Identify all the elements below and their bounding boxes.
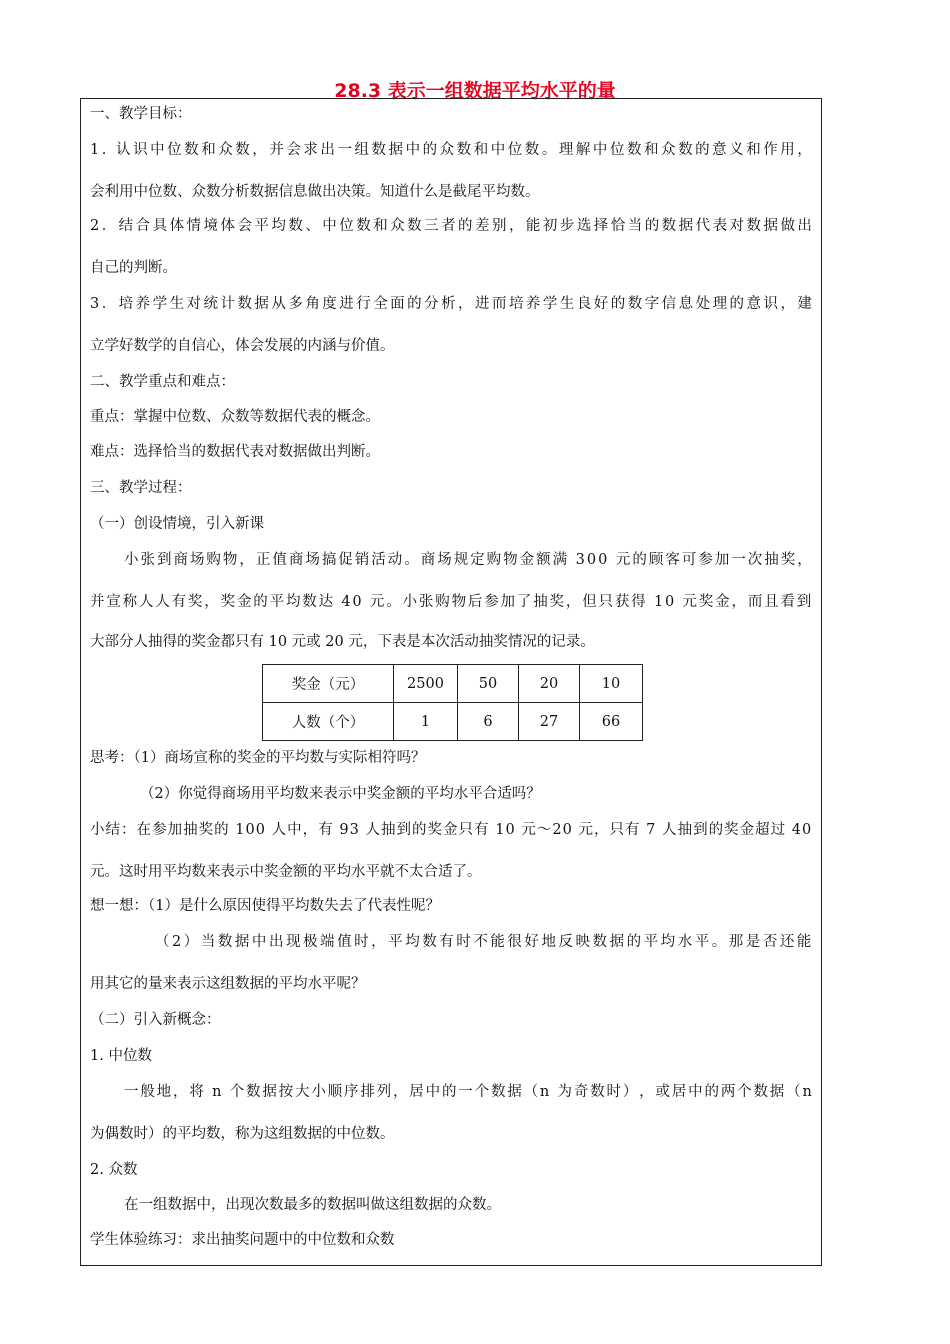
table-cell: 66 (580, 703, 643, 741)
table-cell: 奖金（元） (263, 665, 394, 703)
text-line: 大部分人抽得的奖金都只有 10 元或 20 元，下表是本次活动抽奖情况的记录。 (90, 634, 595, 650)
table-cell: 1 (394, 703, 458, 741)
text-line: 自己的判断。 (90, 260, 177, 276)
section-heading: 二、教学重点和难点： (90, 374, 235, 390)
table-row (263, 665, 643, 703)
text-line: 立学好数学的自信心，体会发展的内涵与价值。 (90, 338, 395, 354)
table-cell: 人数（个） (263, 703, 394, 741)
table-cell: 27 (519, 703, 580, 741)
table-cell: 2500 (394, 665, 458, 703)
text-line: （ 2 ） 当 数 据 中 出 现 极 端 值 时 ， 平 均 数 有 时 不 能 很 好 地 反 映 数 据 的 平 均 水 平 。 那 是 否 还 能 (155, 934, 812, 950)
table-cell: 20 (519, 665, 580, 703)
text-line: 小 结 ： 在 参 加 抽 奖 的 1 0 0 人 中 ， 有 9 3 人 抽 到 的 奖 金 只 有 1 0 元 ～ 2 0 元 ， 只 有 7 人 抽 到 的 奖 金 超 过 4 0 (90, 822, 812, 838)
text-line: 一、教学目标： (90, 106, 192, 122)
concept-heading: 1. 中位数 (90, 1048, 152, 1064)
page-title: 28.3 表示一组数据平均水平的量 (334, 80, 616, 102)
text-line: 一 般 地 ， 将 n 个 数 据 按 大 小 顺 序 排 列 ， 居 中 的 一 个 数 据 （ n 为 奇 数 时 ） ， 或 居 中 的 两 个 数 据 （ n (124, 1084, 812, 1100)
text-line: 2 ． 结 合 具 体 情 境 体 会 平 均 数 、 中 位 数 和 众 数 三 者 的 差 别 ， 能 初 步 选 择 恰 当 的 数 据 代 表 对 数 据 做 出 (90, 218, 812, 234)
text-line: 小 张 到 商 场 购 物 ， 正 值 商 场 搞 促 销 活 动 。 商 场 规 定 购 物 金 额 满 3 0 0 元 的 顾 客 可 参 加 一 次 抽 奖 ， (124, 552, 812, 568)
text-line: 难点：选择恰当的数据代表对数据做出判断。 (90, 444, 380, 460)
subsection-heading: （一）创设情境，引入新课 (90, 516, 264, 532)
table-cell: 10 (580, 665, 643, 703)
text-line: 重点：掌握中位数、众数等数据代表的概念。 (90, 409, 380, 425)
text-line: 用其它的量来表示这组数据的平均水平呢？ (90, 976, 366, 992)
text-line: 为偶数时）的平均数，称为这组数据的中位数。 (90, 1126, 395, 1142)
concept-heading: 2. 众数 (90, 1162, 138, 1178)
text-line: 元。这时用平均数来表示中奖金额的平均水平就不太合适了。 (90, 864, 482, 880)
text-line: 学生体验练习：求出抽奖问题中的中位数和众数 (90, 1232, 395, 1248)
table-cell: 50 (458, 665, 519, 703)
text-line: 并 宣 称 人 人 有 奖 ， 奖 金 的 平 均 数 达 4 0 元 。 小 张 购 物 后 参 加 了 抽 奖 ， 但 只 获 得 1 0 元 奖 金 ， 而 且 看 到 (90, 594, 812, 610)
subsection-heading: （二）引入新概念： (90, 1012, 221, 1028)
text-line: 1 . 认 识 中 位 数 和 众 数 ， 并 会 求 出 一 组 数 据 中 的 众 数 和 中 位 数 。 理 解 中 位 数 和 众 数 的 意 义 和 作 用 ， (90, 142, 812, 158)
table-row (263, 703, 643, 741)
text-line: 3 ． 培 养 学 生 对 统 计 数 据 从 多 角 度 进 行 全 面 的 分 析 ， 进 而 培 养 学 生 良 好 的 数 字 信 息 处 理 的 意 识 ， 建 (90, 296, 812, 312)
table-cell: 6 (458, 703, 519, 741)
text-line: 思考：（1）商场宣称的奖金的平均数与实际相符吗？ (90, 750, 426, 766)
prize-table (262, 664, 643, 741)
text-line: 会利用中位数、众数分析数据信息做出决策。知道什么是截尾平均数。 (90, 184, 540, 200)
section-heading: 三、教学过程： (90, 480, 192, 496)
text-line: 在一组数据中，出现次数最多的数据叫做这组数据的众数。 (124, 1197, 501, 1213)
text-line: 想一想：（1）是什么原因使得平均数失去了代表性呢？ (90, 898, 440, 914)
text-line: （2）你觉得商场用平均数来表示中奖金额的平均水平合适吗？ (140, 786, 541, 802)
